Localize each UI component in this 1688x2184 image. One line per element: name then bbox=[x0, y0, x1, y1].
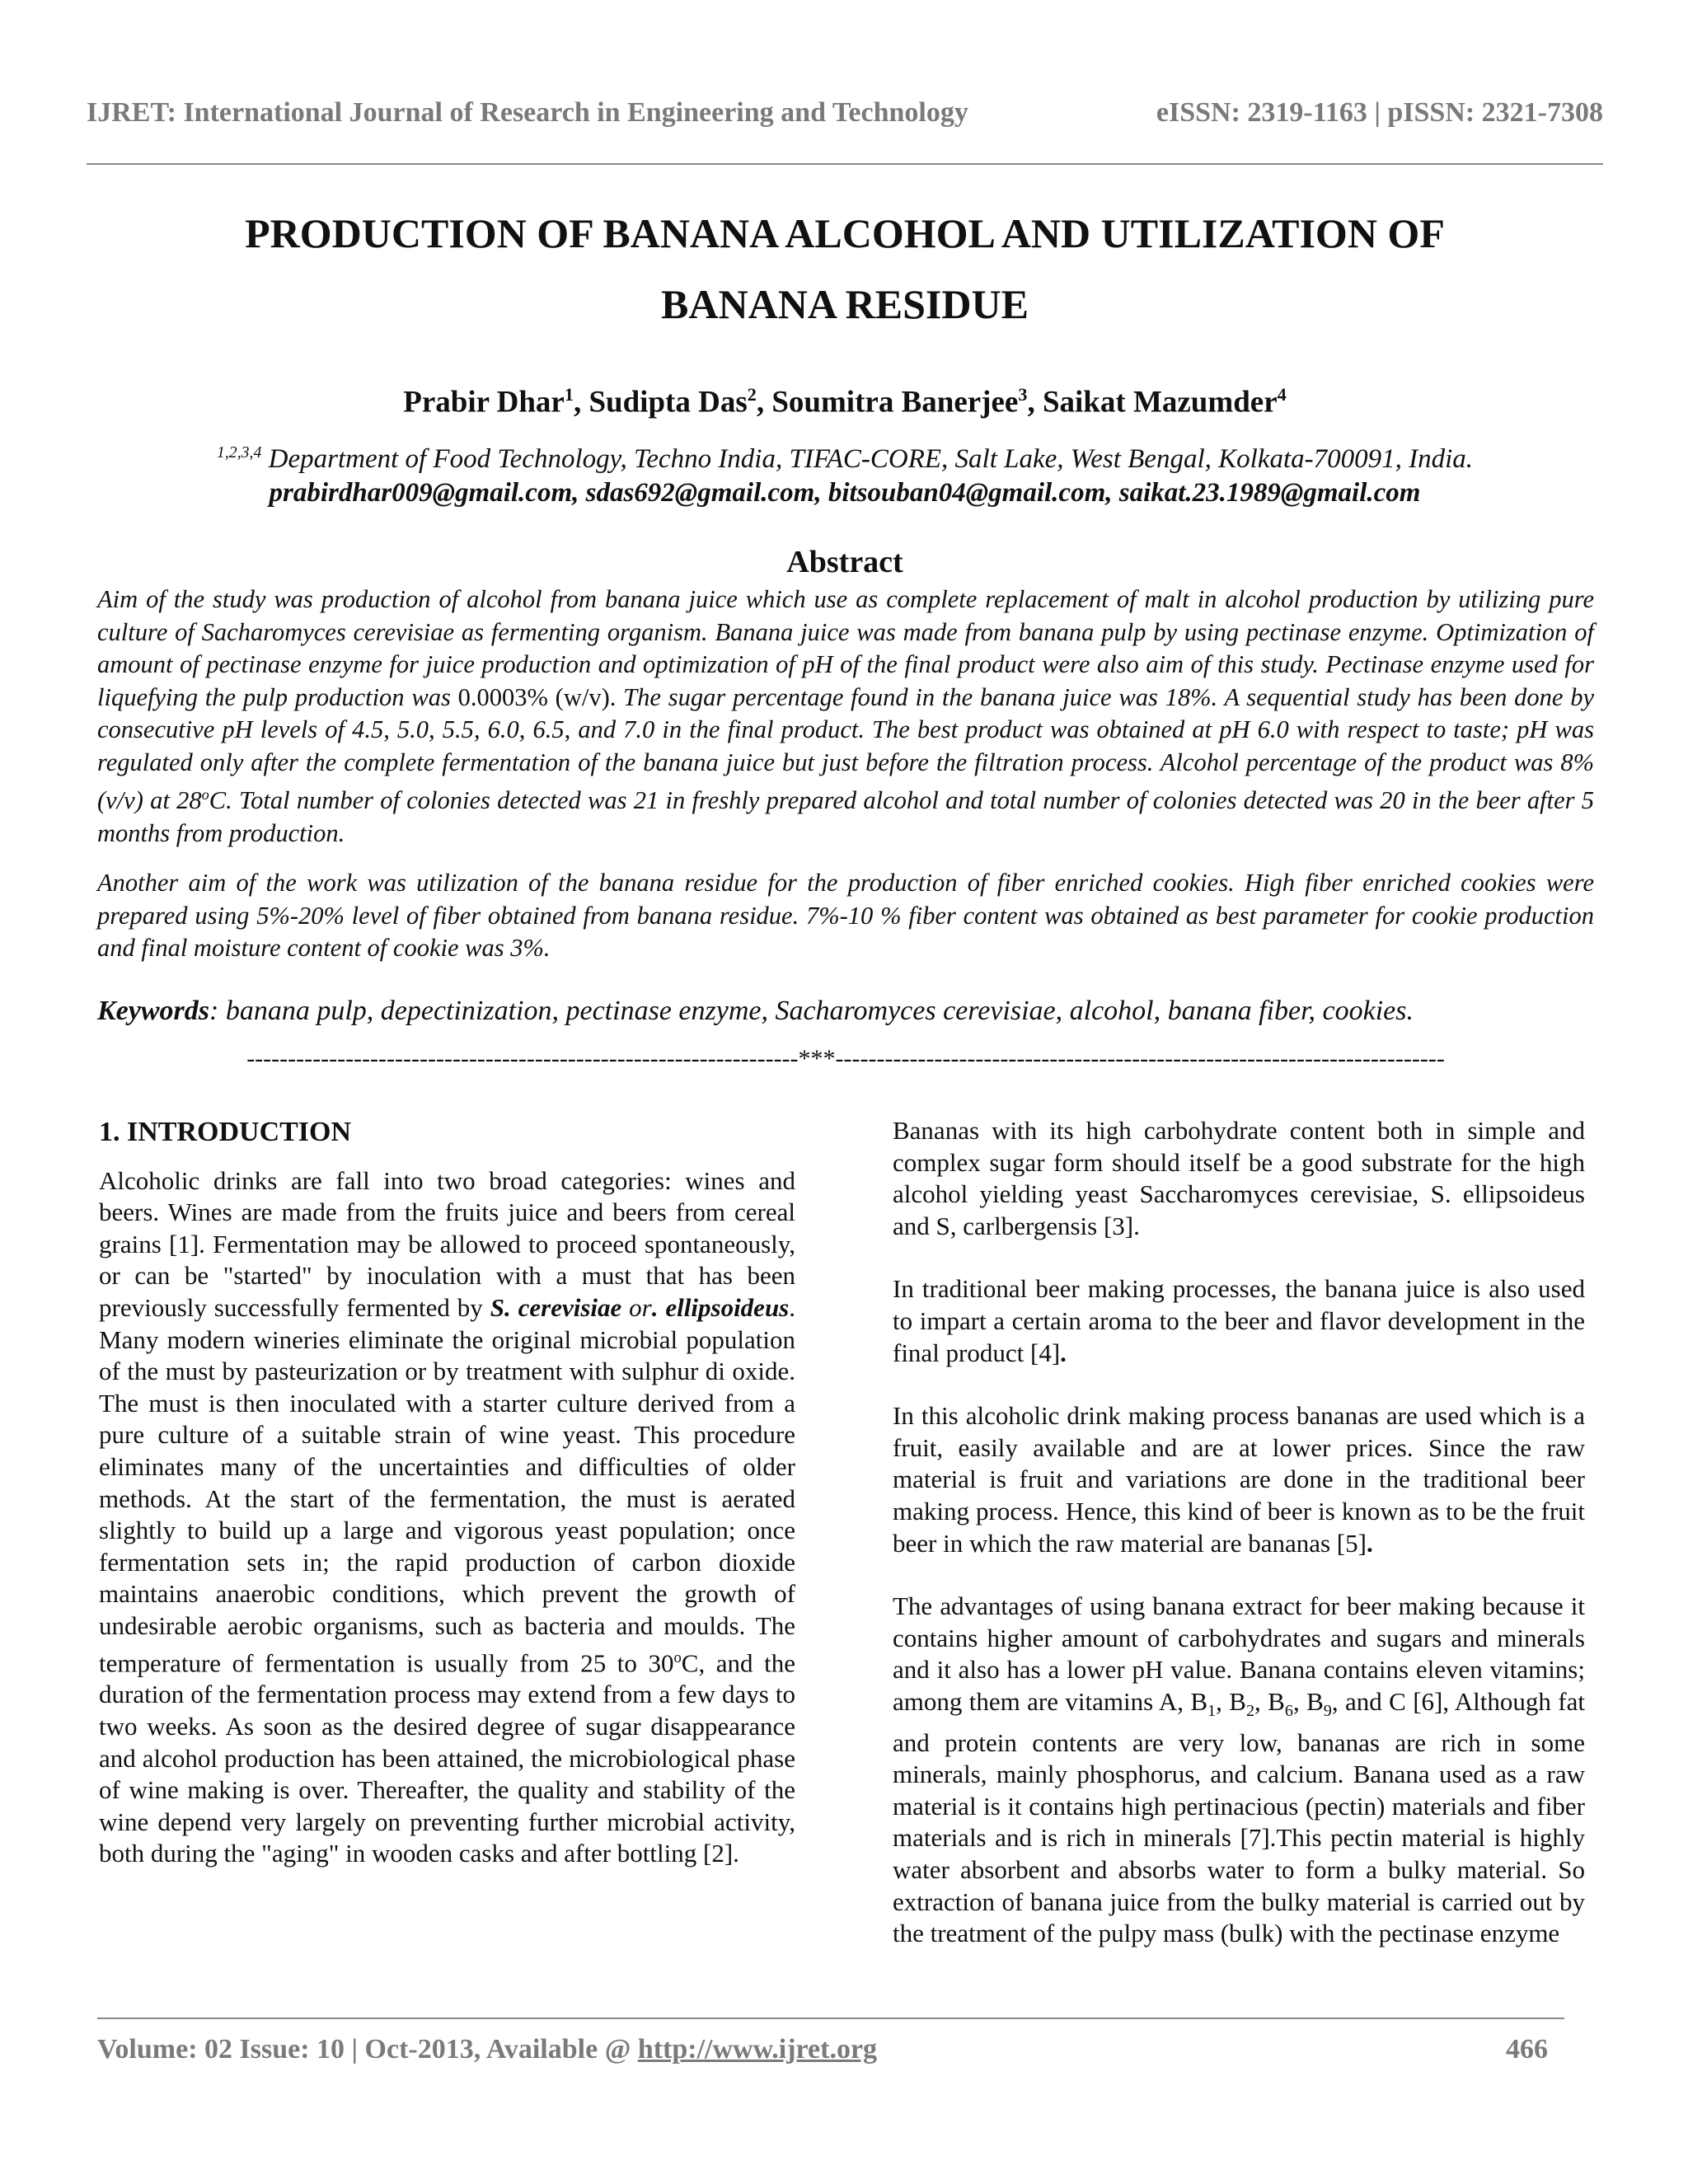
footer-rule bbox=[97, 2018, 1564, 2019]
right-paragraph-4: The advantages of using banana extract for beer making because it contains higher amount of carbohydrates and sugars and minerals and it also has a lower pH value. Banana contains eleven vitamins; among them are vitamins A, $B_1$, $B_2$, $B_6$, $B_9$, and C [6], Although fat and protein contents are very low, bananas are rich in some minerals, mainly phosphorus, and calcium. Banana used as a raw material is it contains high pertinacious (pectin) materials and fiber materials and is rich in minerals [7].This pectin material is highly water absorbent and absorbs water to form a bulky material. So extraction of banana juice from the bulky material is carried out by the treatment of the pulpy mass (bulk) with the pectinase enzyme bbox=[893, 1591, 1585, 1948]
running-footer bbox=[97, 2034, 1548, 2065]
paper-title bbox=[87, 198, 1603, 340]
right-paragraph-1: Bananas with its high carbohydrate content both in simple and complex sugar form should itself be a good substrate for the high alcohol yielding yeast Saccharomyces cerevisiae, S. ellipsoideus and S, carlbergensis [3]. bbox=[893, 1116, 1585, 1240]
page-number: 466 bbox=[1506, 2034, 1548, 2064]
author-1: Prabir Dhar bbox=[403, 385, 565, 419]
running-header bbox=[87, 97, 1603, 129]
issn-info: eISSN: 2319-1163 | pISSN: 2321-7308 bbox=[1156, 97, 1603, 128]
right-paragraph-3: In this alcoholic drink making process bananas are used which is a fruit, easily available and are at lower prices. Since the raw material is fruit and variations are done in the traditional beer making process. Hence, this kind of beer is known as to be the fruit beer in which the raw material are bananas [5]. bbox=[893, 1401, 1585, 1558]
author-emails: prabirdhar009@gmail.com, sdas692@gmail.com, bitsouban04@gmail.com, saikat.23.1989@gmail.com bbox=[269, 478, 1421, 508]
title-line-1: PRODUCTION OF BANANA ALCOHOL AND UTILIZATION OF bbox=[245, 210, 1445, 256]
right-paragraph-2: In traditional beer making processes, the banana juice is also used to impart a certain aroma to the beer and flavor development in the final product [4]. bbox=[893, 1274, 1585, 1367]
keywords: Keywords: banana pulp, depectinization, pectinase enzyme, Sacharomyces cerevisiae, alcohol, banana fiber, cookies. bbox=[97, 996, 1414, 1026]
left-column bbox=[99, 1117, 795, 1901]
abstract-paragraph-1: Aim of the study was production of alcohol from banana juice which use as complete replacement of malt in alcohol production by utilizing pure culture of Sacharomyces cerevisiae as fermenting organism. Banana juice was made from banana pulp by using pectinase enzyme. Optimization of amount of pectinase enzyme for juice production and optimization of pH of the final product were also aim of this study. Pectinase enzyme used for liquefying the pulp production was 0.0003% (w/v). The sugar percentage found in the banana juice was 18%. A sequential study has been done by consecutive pH levels of 4.5, 5.0, 5.5, 6.0, 6.5, and 7.0 in the final product. The best product was obtained at pH 6.0 with respect to taste; pH was regulated only after the complete fermentation of the banana juice but just before the filtration process. Alcohol percentage of the product was 8% (v/v) at 28$^o$C. Total number of colonies detected was 21 in freshly prepared alcohol and total number of colonies detected was 20 in the beer after 5 months from production. bbox=[97, 585, 1595, 847]
intro-paragraph: Alcoholic drinks are fall into two broad categories: wines and beers. Wines are made from the fruits juice and beers from cereal grains [1]. Fermentation may be allowed to proceed spontaneously, or can be "started" by inoculation with a must that has been previously successfully fermented by S. cerevisiae or. ellipsoideus. Many modern wineries eliminate the original microbial population of the must by pasteurization or by treatment with sulphur di oxide. The must is then inoculated with a starter culture derived from a pure culture of a suitable strain of wine yeast. This procedure eliminates many of the uncertainties and difficulties of older methods. At the start of the fermentation, the must is aerated slightly to build up a large and vigorous yeast population; once fermentation sets in; the rapid production of carbon dioxide maintains anaerobic conditions, which prevent the growth of undesirable aerobic organisms, such as bacteria and moulds. The temperature of fermentation is usually from 25 to 30$^o$C, and the duration of the fermentation process may extend from a few days to two weeks. As soon as the desired degree of sugar disappearance and alcohol production has been attained, the microbiological phase of wine making is over. Thereafter, the quality and stability of the wine depend very largely on preventing further microbial activity, both during the "aging" in wooden casks and after bottling [2]. bbox=[99, 1165, 796, 1868]
title-line-2: BANANA RESIDUE bbox=[661, 281, 1029, 327]
author-4: Saikat Mazumder bbox=[1042, 385, 1278, 419]
header-rule bbox=[87, 163, 1603, 165]
abstract-heading: Abstract bbox=[786, 545, 903, 579]
affiliation: $^{1,2,3,4}$ Department of Food Technology, Techno India, TIFAC-CORE, Salt Lake, West Bengal, Kolkata-700091, India. bbox=[216, 443, 1474, 474]
author-list: Prabir Dhar$^1$, Sudipta Das$^2$, Soumitra Banerjee$^3$, Saikat Mazumder$^4$ bbox=[403, 384, 1287, 419]
section-divider: -------------------------------------------------------------------***-------------------------------------------------------------------------- bbox=[246, 1045, 1445, 1072]
author-2: Sudipta Das bbox=[588, 385, 748, 419]
journal-link[interactable]: http://www.ijret.org bbox=[637, 2034, 878, 2064]
section-heading-introduction: 1. INTRODUCTION bbox=[99, 1117, 352, 1147]
abstract-paragraph-2: Another aim of the work was utilization of the banana residue for the production of fiber enriched cookies. High fiber enriched cookies were prepared using 5%-20% level of fiber obtained from banana residue. 7%-10 % fiber content was obtained as best parameter for cookie production and final moisture content of cookie was 3%. bbox=[97, 869, 1594, 962]
right-column bbox=[893, 1115, 1585, 1981]
journal-name: IJRET: International Journal of Research in Engineering and Technology bbox=[87, 97, 968, 128]
author-3: Soumitra Banerjee bbox=[771, 385, 1019, 419]
volume-info: Volume: 02 Issue: 10 | Oct-2013, Available @ http://www.ijret.org bbox=[97, 2034, 878, 2064]
